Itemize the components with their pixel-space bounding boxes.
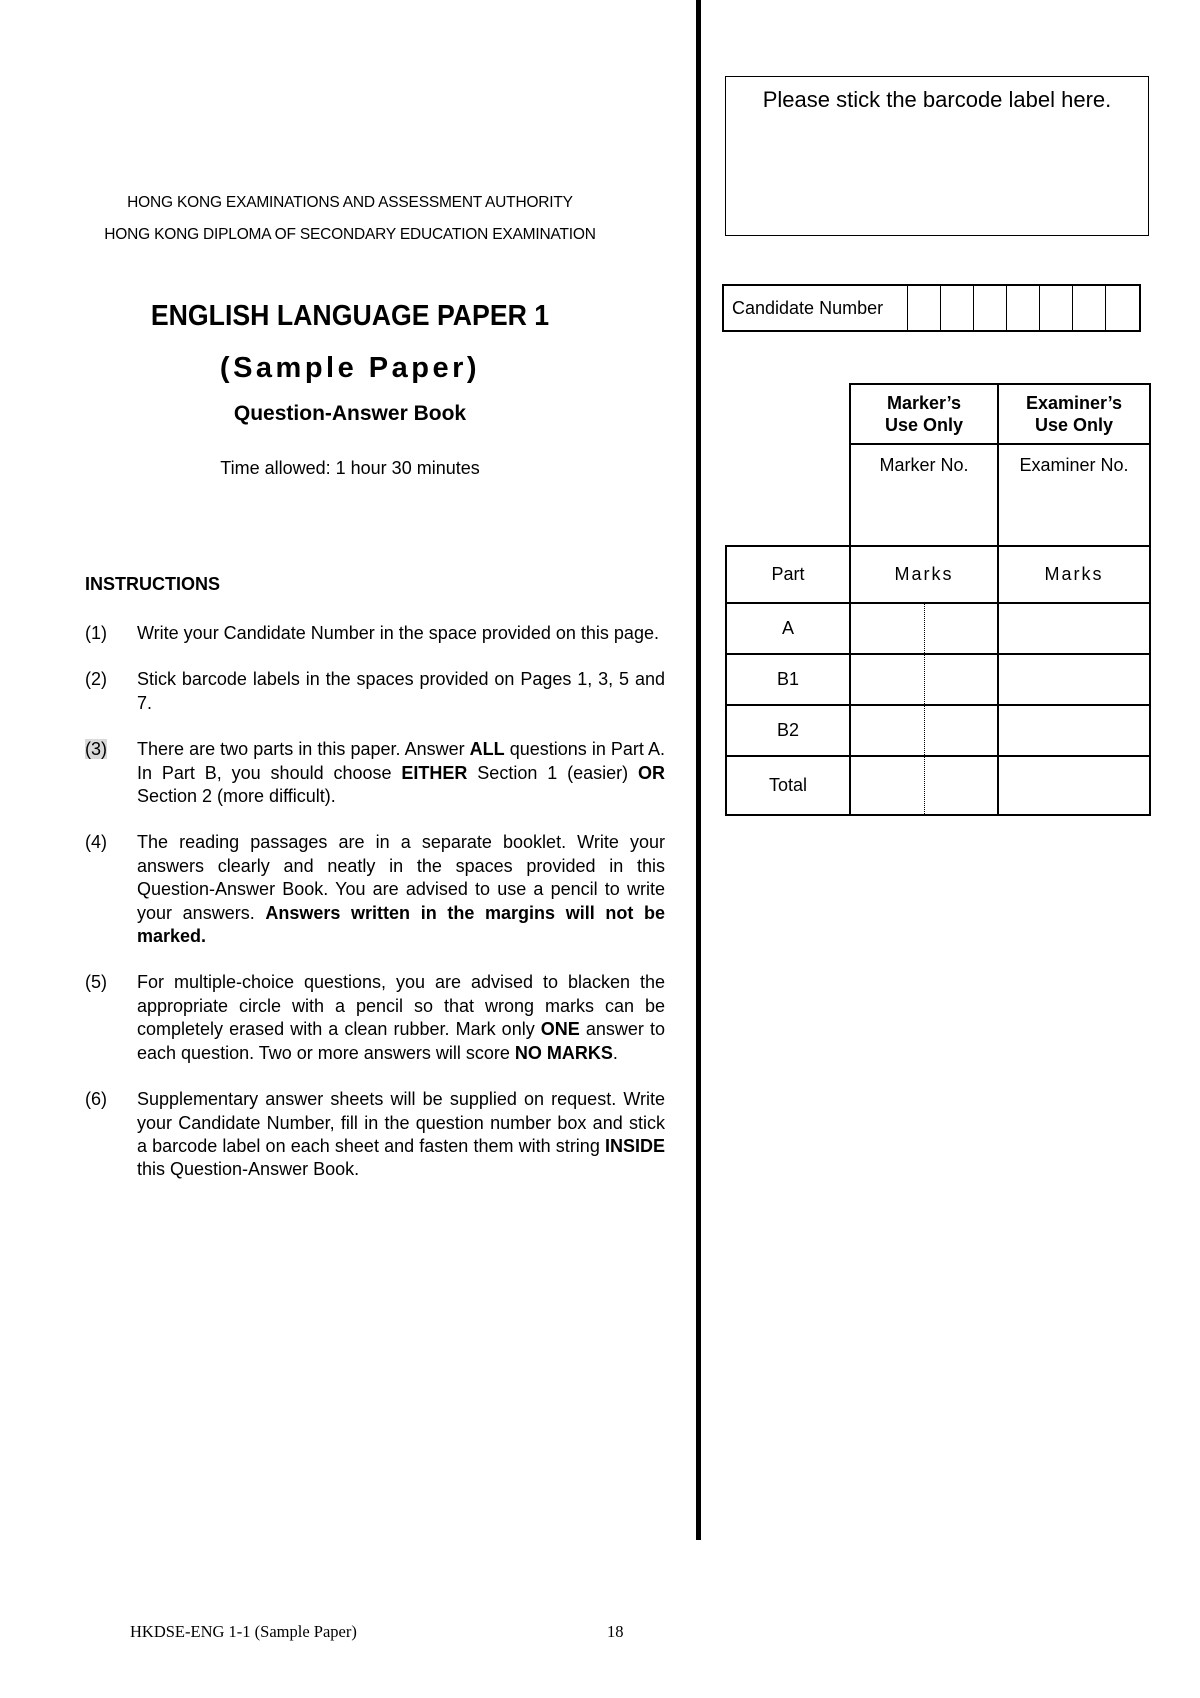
authority-name: HONG KONG EXAMINATIONS AND ASSESSMENT AUTHORITY <box>127 194 573 211</box>
candidate-number-field <box>722 284 1141 332</box>
bold-run: OR <box>638 762 665 783</box>
instruction-text <box>137 1088 665 1182</box>
instruction-number: (6) <box>85 1089 107 1110</box>
text-run: . <box>612 1042 618 1063</box>
text-run: this Question-Answer Book. <box>137 1159 360 1180</box>
candidate-number-label: Candidate Number <box>724 286 908 330</box>
candidate-number-cell[interactable] <box>1007 286 1040 330</box>
text-run: Supplementary answer sheets will be supplied on request. Write your Candidate Number, fill in the question number box and stick a barcode label on each sheet and fasten them with string <box>137 1089 665 1156</box>
instruction-item <box>85 831 665 948</box>
header-line: Marker’s <box>886 393 962 413</box>
marks-table <box>725 383 1151 816</box>
blank-cell <box>726 384 850 444</box>
candidate-number-cell[interactable] <box>941 286 974 330</box>
marker-no-cell[interactable] <box>850 444 998 546</box>
examiner-total-cell[interactable] <box>998 756 1150 815</box>
header-line: Use Only <box>1034 415 1114 435</box>
time-allowed: Time allowed: 1 hour 30 minutes <box>220 458 480 478</box>
part-label-total: Total <box>726 756 850 815</box>
instruction-item <box>85 738 665 808</box>
bold-run: NO MARKS <box>514 1042 613 1063</box>
text-run: Section 1 (easier) <box>467 762 638 783</box>
candidate-number-cell[interactable] <box>1073 286 1106 330</box>
instruction-text: Stick barcode labels in the spaces provided on Pages 1, 3, 5 and 7. <box>137 669 665 713</box>
instruction-number: (5) <box>85 972 107 993</box>
instruction-item <box>85 1088 665 1182</box>
examiner-marks-cell[interactable] <box>998 705 1150 756</box>
text-run: Section 2 (more difficult). <box>137 786 336 807</box>
candidate-number-cell[interactable] <box>908 286 941 330</box>
text-run: There are two parts in this paper. Answer <box>137 739 470 760</box>
footer-page-number: 18 <box>607 1622 624 1641</box>
exam-name: HONG KONG DIPLOMA OF SECONDARY EDUCATION EXAMINATION <box>104 226 596 243</box>
examiner-marks-cell[interactable] <box>998 603 1150 654</box>
examiner-no-cell[interactable] <box>998 444 1150 546</box>
instruction-number <box>85 738 137 808</box>
instruction-text <box>137 738 665 808</box>
instruction-item <box>85 971 665 1065</box>
bold-run: ONE <box>540 1019 580 1040</box>
instruction-text <box>137 971 665 1065</box>
bold-run: Answers written in the margins will not be marked. <box>137 902 665 947</box>
instruction-number: (2) <box>85 669 107 690</box>
candidate-number-cell[interactable] <box>1040 286 1073 330</box>
bold-run: INSIDE <box>604 1135 665 1156</box>
instructions-list <box>85 622 665 1205</box>
paper-subtitle: (Sample Paper) <box>219 352 481 384</box>
examiner-no-label: Examiner No. <box>1019 455 1129 475</box>
instruction-item <box>85 622 665 645</box>
candidate-number-cell[interactable] <box>1106 286 1139 330</box>
paper-title: ENGLISH LANGUAGE PAPER 1 <box>150 300 550 332</box>
instruction-number: (4) <box>85 832 107 853</box>
marker-marks-cell[interactable] <box>850 705 998 756</box>
bold-run: ALL <box>469 739 505 760</box>
marker-use-header <box>850 384 998 444</box>
text-run: answer to each question. Two or more answers will score <box>137 1019 665 1063</box>
marker-marks-cell[interactable] <box>850 654 998 705</box>
column-divider <box>696 0 701 1540</box>
part-label: B1 <box>726 654 850 705</box>
barcode-label-text: Please stick the barcode label here. <box>762 87 1112 112</box>
instruction-item <box>85 668 665 715</box>
examiner-marks-cell[interactable] <box>998 654 1150 705</box>
examiner-use-header <box>998 384 1150 444</box>
blank-cell <box>726 444 850 546</box>
text-run: For multiple-choice questions, you are advised to blacken the appropriate circle with a pencil so that wrong marks can be completely erased with a clean rubber. Mark only <box>137 972 665 1040</box>
bold-run: EITHER <box>401 762 468 783</box>
header-line: Use Only <box>884 415 964 435</box>
book-title: Question-Answer Book <box>233 402 467 425</box>
part-label: A <box>726 603 850 654</box>
instruction-text: Write your Candidate Number in the space provided on this page. <box>137 623 659 643</box>
marker-no-label: Marker No. <box>879 455 969 475</box>
marker-marks-cell[interactable] <box>850 603 998 654</box>
part-label: B2 <box>726 705 850 756</box>
instruction-number-highlight: (3) <box>85 739 107 760</box>
part-column-header: Part <box>726 546 850 603</box>
header-line: Examiner’s <box>1025 393 1123 413</box>
footer-paper-code: HKDSE-ENG 1-1 (Sample Paper) <box>130 1622 357 1641</box>
barcode-label-box[interactable] <box>725 76 1149 236</box>
marker-total-cell[interactable] <box>850 756 998 815</box>
text-run: The reading passages are in a separate booklet. Write your answers clearly and neatly in the spaces provided in this Question-Answer Book. You are advised to use a pencil to write your answers. <box>137 832 665 923</box>
candidate-number-cell[interactable] <box>974 286 1007 330</box>
text-run: questions in Part A. In Part B, you should choose <box>137 739 665 783</box>
marker-marks-header: Marks <box>850 546 998 603</box>
instruction-number: (1) <box>85 623 107 643</box>
instructions-heading: INSTRUCTIONS <box>85 574 220 594</box>
examiner-marks-header: Marks <box>998 546 1150 603</box>
instruction-text <box>137 831 665 948</box>
